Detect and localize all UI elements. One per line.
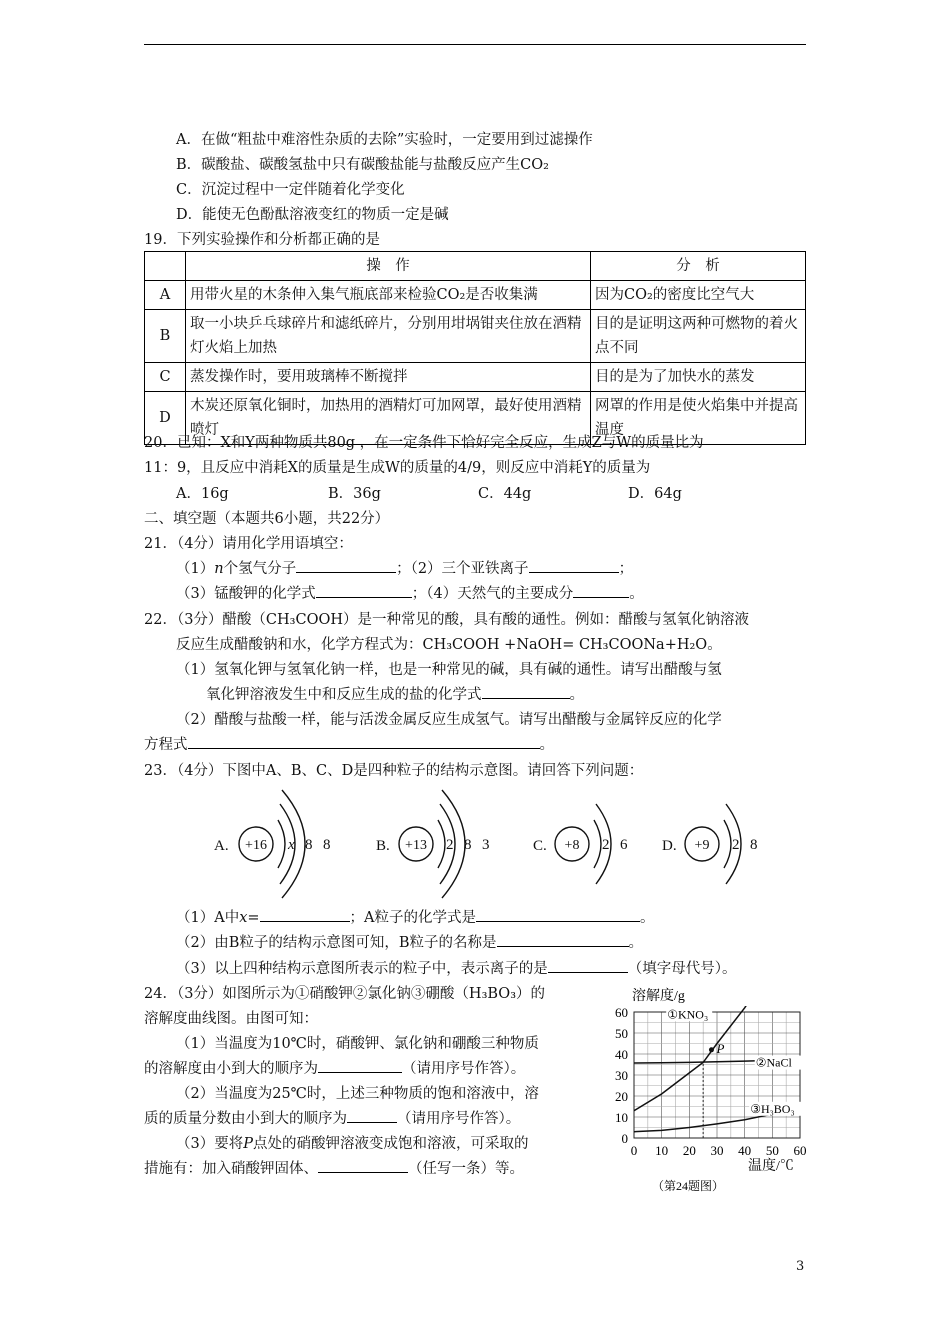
point-p-marker [709, 1047, 714, 1052]
option-d-18: D．能使无色酚酞溶液变红的物质一定是碱 [176, 207, 449, 223]
nucleus-charge: +16 [245, 838, 267, 853]
row-an: 目的是证明这两种可燃物的着火点不同 [591, 310, 806, 363]
row-an: 目的是为了加快水的蒸发 [591, 363, 806, 392]
q24-line2: 溶解度曲线图。由图可知： [144, 1011, 318, 1027]
q23-sub3: （3）以上四种结构示意图所表示的粒子中，表示离子的是 （填字母代号）。 [176, 957, 736, 978]
row-op: 取一小块乒乓球碎片和滤纸碎片，分别用坩埚钳夹住放在酒精灯火焰上加热 [186, 310, 591, 363]
q24-line8: 措施有：加入硝酸钾固体、 （任写一条）等。 [144, 1157, 524, 1178]
atom-label: D. [662, 838, 677, 854]
q24-line5: （2）当温度为25℃时，上述三种物质的饱和溶液中，溶 [176, 1086, 539, 1102]
y-tick-label: 0 [621, 1131, 628, 1146]
y-tick-label: 10 [615, 1110, 628, 1125]
row-an: 因为CO₂的密度比空气大 [591, 281, 806, 310]
table-row [145, 363, 806, 392]
page-number: 3 [796, 1259, 805, 1274]
answer-blank[interactable] [260, 907, 350, 922]
shell-electrons: 6 [620, 837, 628, 853]
series-label: ②NaCl [755, 1055, 792, 1070]
atom-a [214, 790, 331, 898]
chart-caption: （第24题图） [652, 1179, 725, 1193]
atom-label: C. [533, 838, 547, 854]
q22-line2: 反应生成醋酸钠和水，化学方程式为：CH₃COOH +NaOH= CH₃COONa+H₂O。 [176, 637, 722, 653]
y-tick-label: 20 [615, 1089, 628, 1104]
q23-title: 23．（4分）下图中A、B、C、D是四种粒子的结构示意图。请回答下列问题： [144, 763, 644, 779]
x-tick-label: 0 [630, 1143, 638, 1158]
atom-diagrams [200, 782, 800, 902]
atom-label: A. [214, 838, 229, 854]
nucleus-charge: +13 [405, 838, 427, 853]
header-op: 操 作 [186, 252, 591, 281]
shell-electrons: 2 [602, 837, 610, 853]
y-tick-label: 40 [615, 1047, 628, 1062]
q22-line5: （2）醋酸与盐酸一样，能与活泼金属反应生成氢气。请写出醋酸与金属锌反应的化学 [176, 712, 722, 728]
nucleus-charge: +8 [564, 838, 580, 853]
answer-blank[interactable] [318, 1158, 408, 1173]
atom-label: B. [376, 838, 390, 854]
shell-electrons: x [288, 837, 295, 853]
q23-sub1: （1）A中x= ；A粒子的化学式是 。 [176, 906, 655, 927]
atom-d [662, 804, 758, 884]
header-an: 分 析 [591, 252, 806, 281]
x-tick-label: 40 [738, 1143, 752, 1158]
answer-blank[interactable] [529, 558, 619, 573]
q24-line6: 质的质量分数由小到大的顺序为 （请用序号作答）。 [144, 1107, 520, 1128]
header-rule [144, 44, 806, 45]
solubility-chart [596, 980, 820, 1194]
q21-title: 21．（4分）请用化学用语填空： [144, 536, 353, 552]
shell-electrons: 8 [323, 837, 331, 853]
q22-line4: 氧化钾溶液发生中和反应生成的盐的化学式 。 [206, 683, 584, 704]
x-tick-label: 20 [682, 1143, 696, 1158]
option-b-18: B．碳酸盐、碳酸氢盐中只有碳酸盐能与盐酸反应产生CO₂ [176, 157, 549, 173]
y-tick-label: 30 [615, 1068, 628, 1083]
q22-line3: （1）氢氧化钾与氢氧化钠一样，也是一种常见的碱，具有碱的通性。请写出醋酸与氢 [176, 662, 722, 678]
answer-blank[interactable] [188, 734, 540, 749]
q20-option-d: D．64g [628, 486, 682, 502]
q22-line6: 方程式 。 [144, 733, 554, 754]
answer-blank[interactable] [497, 932, 629, 947]
section-title: 二、填空题（本题共6小题，共22分） [144, 511, 390, 527]
answer-blank[interactable] [548, 958, 628, 973]
shell-electrons: 8 [464, 837, 472, 853]
table-row [145, 281, 806, 310]
q20-option-a: A．16g [176, 486, 229, 502]
q24-line1: 24．（3分）如图所示为①硝酸钾②氯化钠③硼酸（H₃BO₃）的 [144, 986, 546, 1002]
electron-shell [594, 820, 601, 868]
row-op: 木炭还原氧化铜时，加热用的酒精灯可加网罩，最好使用酒精喷灯 [186, 392, 591, 445]
electron-shell [724, 820, 731, 868]
shell-electrons: 2 [732, 837, 740, 853]
chart-ticks [615, 1005, 807, 1158]
nucleus-charge: +9 [694, 838, 710, 853]
point-p-label: P [716, 1040, 725, 1056]
y-tick-label: 50 [615, 1026, 628, 1041]
row-label: D [145, 392, 186, 445]
shell-electrons: 8 [305, 837, 313, 853]
answer-blank[interactable] [482, 684, 570, 699]
electron-shell [438, 820, 445, 868]
q19-table [144, 251, 806, 445]
x-tick-label: 10 [655, 1143, 669, 1158]
electron-shell [278, 820, 285, 868]
chart-xlabel: 温度/℃ [748, 1159, 794, 1174]
row-op: 蒸发操作时，要用玻璃棒不断搅拌 [186, 363, 591, 392]
table-row [145, 310, 806, 363]
table-header-row [145, 252, 806, 281]
x-tick-label: 60 [793, 1143, 807, 1158]
option-c-18: C．沉淀过程中一定伴随着化学变化 [176, 182, 405, 198]
answer-blank[interactable] [296, 558, 396, 573]
q20-option-c: C．44g [478, 486, 532, 502]
chart-ylabel: 溶解度/g [632, 989, 685, 1004]
shell-electrons: 3 [482, 837, 490, 853]
shell-electrons: 2 [446, 837, 454, 853]
row-an: 网罩的作用是使火焰集中并提高温度 [591, 392, 806, 445]
q20-option-b: B．36g [328, 486, 381, 502]
chart-grid [634, 1012, 800, 1138]
q20-line1: 20．已知：X和Y两种物质共80g ，在一定条件下恰好完全反应，生成Z与W的质量比为 [144, 435, 704, 451]
series-label: ①KNO₃ [667, 1007, 709, 1022]
answer-blank[interactable] [347, 1108, 397, 1123]
q23-sub2: （2）由B粒子的结构示意图可知，B粒子的名称是 。 [176, 931, 643, 952]
q24-line4: 的溶解度由小到大的顺序为 （请用序号作答）。 [144, 1057, 525, 1078]
answer-blank[interactable] [316, 583, 412, 598]
series-kno3-line [634, 987, 759, 1111]
atom-b [376, 790, 490, 898]
answer-blank[interactable] [476, 907, 640, 922]
q24-line3: （1）当温度为10℃时，硝酸钾、氯化钠和硼酸三种物质 [176, 1036, 539, 1052]
atom-c [533, 804, 628, 884]
answer-blank[interactable] [318, 1058, 402, 1073]
y-tick-label: 60 [615, 1005, 628, 1020]
q20-line2: 11：9，且反应中消耗X的质量是生成W的质量的4/9，则反应中消耗Y的质量为 [144, 460, 651, 476]
row-label: B [145, 310, 186, 363]
q22-line1: 22．（3分）醋酸（CH₃COOH）是一种常见的酸，具有酸的通性。例如：醋酸与氢氧化钠溶液 [144, 612, 749, 628]
x-tick-label: 50 [765, 1143, 779, 1158]
x-tick-label: 30 [710, 1143, 724, 1158]
shell-electrons: 8 [750, 837, 758, 853]
q21-line2: （3）锰酸钾的化学式 ；（4）天然气的主要成分 。 [176, 582, 644, 603]
row-label: A [145, 281, 186, 310]
option-a-18: A．在做“粗盐中难溶性杂质的去除”实验时，一定要用到过滤操作 [176, 132, 593, 148]
row-op: 用带火星的木条伸入集气瓶底部来检验CO₂是否收集满 [186, 281, 591, 310]
series-label: ③H₃BO₃ [750, 1101, 795, 1116]
q19-title: 19．下列实验操作和分析都正确的是 [144, 232, 380, 248]
q24-line7: （3）要将P点处的硝酸钾溶液变成饱和溶液，可采取的 [176, 1136, 529, 1152]
q21-line1: （1）n个氢气分子 ；（2）三个亚铁离子 ； [176, 557, 633, 578]
answer-blank[interactable] [573, 583, 629, 598]
row-label: C [145, 363, 186, 392]
